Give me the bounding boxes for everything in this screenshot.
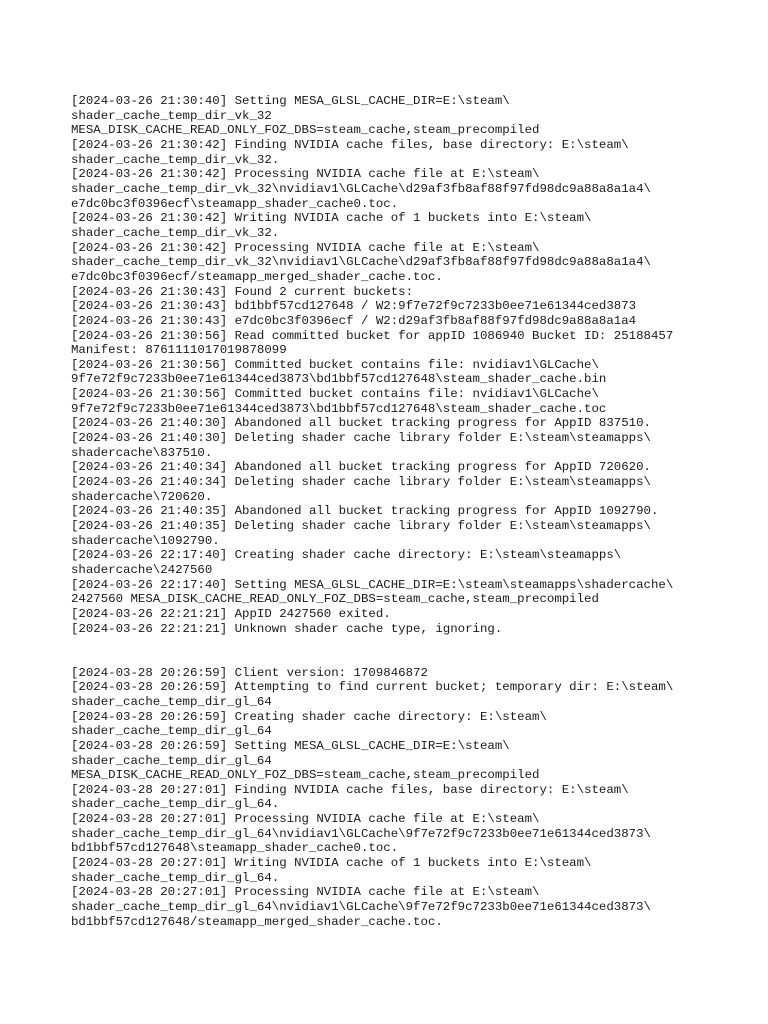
log-line: [2024-03-26 22:21:21] AppID 2427560 exited. (71, 606, 391, 621)
log-line: [2024-03-26 21:40:34] Abandoned all bucket tracking progress for AppID 720620. (71, 460, 651, 475)
log-line: [2024-03-26 22:17:40] Setting MESA_GLSL_CACHE_DIR=E:\steam\steamapps\shadercache\ (71, 577, 674, 592)
log-line: shader_cache_temp_dir_gl_64\nvidiav1\GLCache\9f7e72f9c7233b0ee71e61344ced3873\ (71, 900, 651, 915)
log-block-2024-03-28 (71, 666, 731, 930)
log-line: e7dc0bc3f0396ecf\steamapp_shader_cache0.toc. (71, 196, 399, 211)
log-line: shadercache\1092790. (71, 533, 220, 548)
log-line: [2024-03-28 20:26:59] Creating shader cache directory: E:\steam\ (71, 709, 547, 724)
log-line: [2024-03-26 21:40:30] Abandoned all bucket tracking progress for AppID 837510. (71, 416, 651, 431)
log-line: 9f7e72f9c7233b0ee71e61344ced3873\bd1bbf57cd127648\steam_shader_cache.bin (71, 372, 607, 387)
log-line: shader_cache_temp_dir_gl_64 (71, 694, 272, 709)
log-line: [2024-03-26 21:30:43] Found 2 current buckets: (71, 284, 414, 299)
log-line: shader_cache_temp_dir_vk_32. (71, 152, 280, 167)
log-line: shader_cache_temp_dir_vk_32 (71, 108, 272, 123)
log-line: [2024-03-26 21:30:42] Processing NVIDIA cache file at E:\steam\ (71, 240, 540, 255)
log-line: [2024-03-28 20:26:59] Setting MESA_GLSL_CACHE_DIR=E:\steam\ (71, 738, 510, 753)
log-line: [2024-03-26 21:40:35] Deleting shader cache library folder E:\steam\steamapps\ (71, 519, 651, 534)
log-line: [2024-03-26 21:30:56] Committed bucket contains file: nvidiav1\GLCache\ (71, 357, 599, 372)
log-line: bd1bbf57cd127648\steamapp_shader_cache0.toc. (71, 841, 399, 856)
log-line: [2024-03-26 21:30:56] Read committed bucket for appID 1086940 Bucket ID: 25188457 (71, 328, 674, 343)
log-document (71, 94, 731, 929)
log-line: shadercache\720620. (71, 489, 213, 504)
log-line: shadercache\2427560 (71, 563, 213, 577)
log-line: shader_cache_temp_dir_gl_64 (71, 753, 272, 768)
log-line: MESA_DISK_CACHE_READ_ONLY_FOZ_DBS=steam_cache,steam_precompiled (71, 768, 540, 783)
log-line: Manifest: 8761111017019878099 (71, 343, 287, 358)
log-line: [2024-03-26 21:30:42] Finding NVIDIA cache files, base directory: E:\steam\ (71, 137, 629, 152)
log-line: [2024-03-26 21:30:43] e7dc0bc3f0396ecf / W2:d29af3fb8af88f97fd98dc9a88a8a1a4 (71, 313, 637, 328)
log-line: [2024-03-26 21:30:42] Processing NVIDIA cache file at E:\steam\ (71, 167, 540, 182)
log-line: shader_cache_temp_dir_vk_32\nvidiav1\GLCache\d29af3fb8af88f97fd98dc9a88a8a1a4\ (71, 255, 651, 270)
log-line: [2024-03-26 22:17:40] Creating shader cache directory: E:\steam\steamapps\ (71, 548, 622, 563)
log-line: [2024-03-28 20:27:01] Processing NVIDIA cache file at E:\steam\ (71, 812, 540, 827)
log-line: shader_cache_temp_dir_vk_32. (71, 225, 280, 240)
log-line: [2024-03-26 22:21:21] Unknown shader cache type, ignoring. (71, 621, 503, 636)
log-line: shader_cache_temp_dir_gl_64. (71, 797, 280, 812)
log-line: [2024-03-28 20:26:59] Attempting to find current bucket; temporary dir: E:\steam\ (71, 680, 674, 695)
log-line: [2024-03-26 21:40:35] Abandoned all bucket tracking progress for AppID 1092790. (71, 504, 659, 519)
log-line: [2024-03-28 20:27:01] Processing NVIDIA cache file at E:\steam\ (71, 885, 540, 900)
log-line: MESA_DISK_CACHE_READ_ONLY_FOZ_DBS=steam_cache,steam_precompiled (71, 123, 540, 138)
log-line: 2427560 MESA_DISK_CACHE_READ_ONLY_FOZ_DBS=steam_cache,steam_precompiled (71, 592, 599, 607)
log-line: [2024-03-26 21:40:30] Deleting shader cache library folder E:\steam\steamapps\ (71, 431, 651, 446)
log-line: shader_cache_temp_dir_gl_64 (71, 724, 272, 739)
log-line: [2024-03-26 21:30:42] Writing NVIDIA cache of 1 buckets into E:\steam\ (71, 211, 592, 226)
log-line: shader_cache_temp_dir_gl_64\nvidiav1\GLCache\9f7e72f9c7233b0ee71e61344ced3873\ (71, 826, 651, 841)
log-line: [2024-03-26 21:30:43] bd1bbf57cd127648 / W2:9f7e72f9c7233b0ee71e61344ced3873 (71, 299, 637, 314)
log-line: [2024-03-28 20:27:01] Writing NVIDIA cache of 1 buckets into E:\steam\ (71, 856, 592, 871)
log-line: [2024-03-26 21:30:40] Setting MESA_GLSL_CACHE_DIR=E:\steam\ (71, 94, 510, 108)
log-line: shadercache\837510. (71, 445, 213, 460)
log-line: 9f7e72f9c7233b0ee71e61344ced3873\bd1bbf57cd127648\steam_shader_cache.toc (71, 401, 607, 416)
log-line: bd1bbf57cd127648/steamapp_merged_shader_cache.toc. (71, 914, 443, 929)
log-line: shader_cache_temp_dir_vk_32\nvidiav1\GLCache\d29af3fb8af88f97fd98dc9a88a8a1a4\ (71, 181, 651, 196)
log-line: [2024-03-26 21:30:56] Committed bucket contains file: nvidiav1\GLCache\ (71, 387, 599, 402)
log-line: [2024-03-28 20:27:01] Finding NVIDIA cache files, base directory: E:\steam\ (71, 782, 629, 797)
log-line: shader_cache_temp_dir_gl_64. (71, 870, 280, 885)
log-line: [2024-03-26 21:40:34] Deleting shader cache library folder E:\steam\steamapps\ (71, 475, 651, 490)
log-block-2024-03-26 (71, 94, 731, 636)
log-line: [2024-03-28 20:26:59] Client version: 1709846872 (71, 665, 428, 680)
log-line: e7dc0bc3f0396ecf/steamapp_merged_shader_cache.toc. (71, 269, 443, 284)
